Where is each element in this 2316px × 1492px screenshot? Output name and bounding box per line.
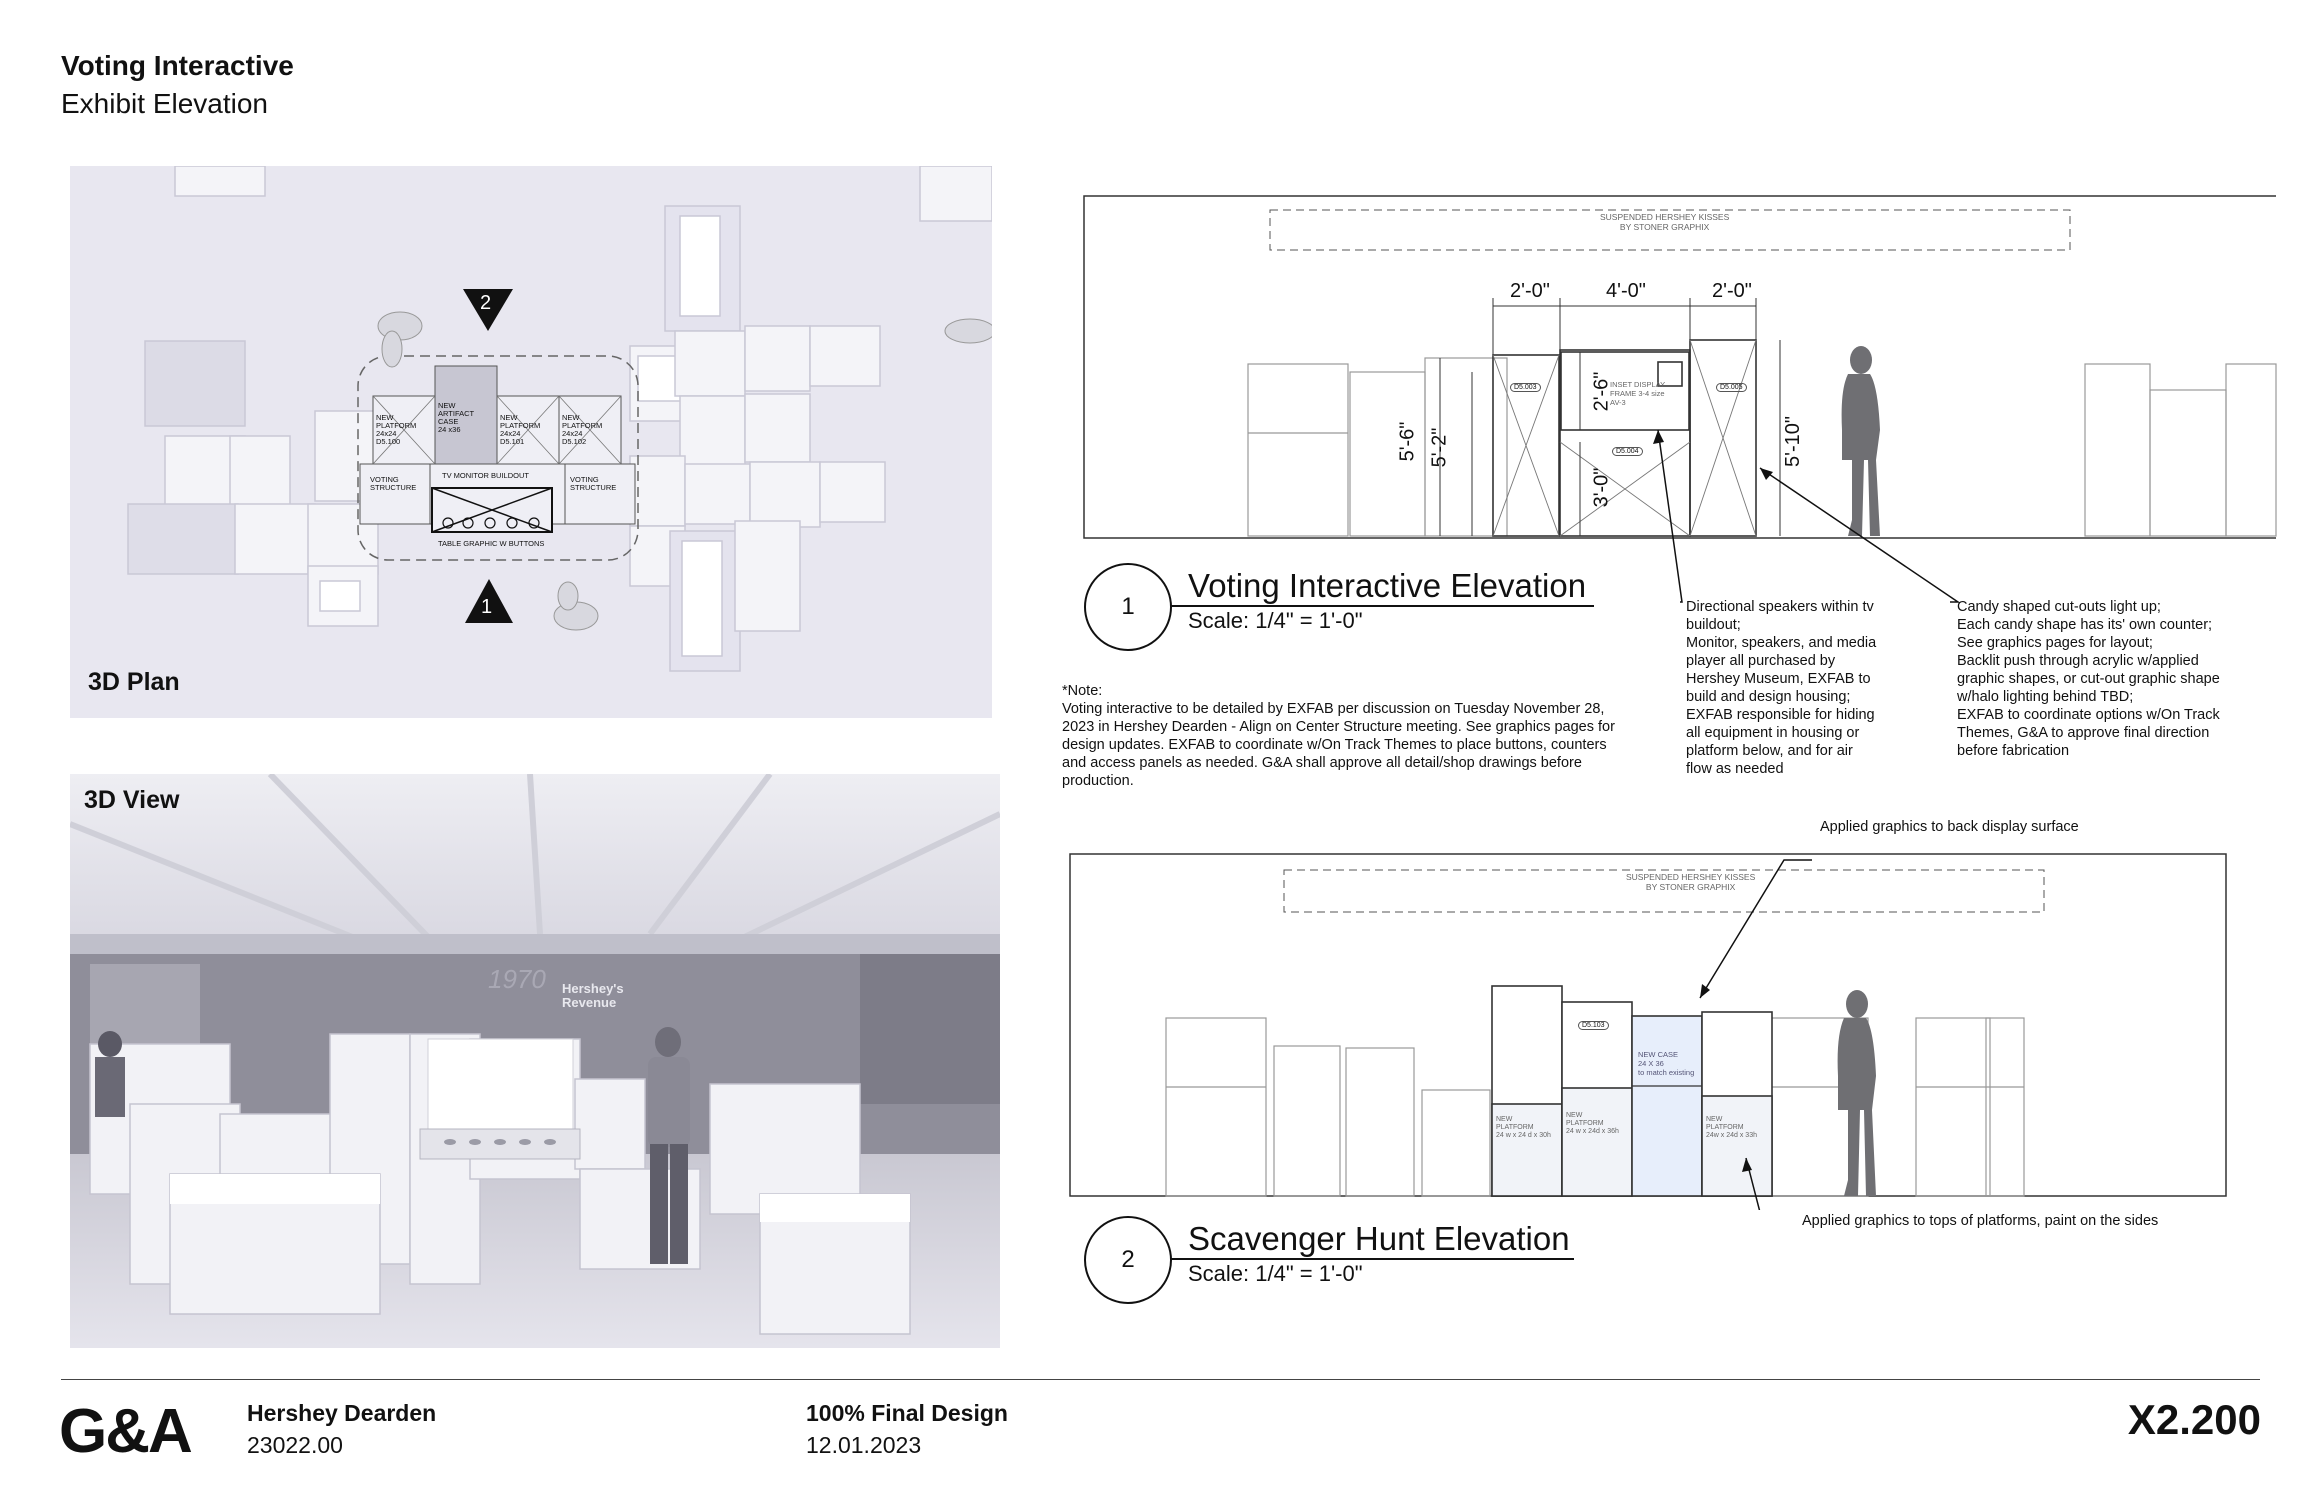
sheet-title: Voting Interactive <box>61 50 294 81</box>
elev2-number-circle: 2 <box>1084 1216 1172 1304</box>
plan-label-artifact-case: NEW ARTIFACT CASE 24 x36 <box>438 401 475 434</box>
plan-label-voting-right: VOTING STRUCTURE <box>570 475 617 492</box>
plan-label-table: TABLE GRAPHIC W BUTTONS <box>438 539 545 548</box>
general-note: *Note: Voting interactive to be detailed by EXFAB per discussion on Tuesday November 28, 2023 in Hershey Dearden - Align on Center Structure meeting. See graphics pages for design updates. EXFAB to coordinate w/On Track Themes to place buttons, counters and access panels as needed. G&A shall approve all detail/shop drawings before production. <box>1062 683 1615 789</box>
sheet-subtitle: Exhibit Elevation <box>61 88 269 119</box>
plan-marker-1: 1 <box>481 596 493 618</box>
elev2-title-rule <box>1170 1258 1574 1260</box>
elev1-dim-top-right: 2'-0" <box>1712 280 1752 302</box>
view-render <box>70 774 1000 1348</box>
plan-label-tv: TV MONITOR BUILDOUT <box>442 471 529 480</box>
plan-label-voting-left: VOTING STRUCTURE <box>370 475 417 492</box>
elev1-tag-3: D5.005 <box>1716 383 1747 392</box>
plan-panel-label: 3D Plan <box>88 668 180 696</box>
plan-label-platform-100: NEW PLATFORM 24x24 D5.100 <box>376 413 417 446</box>
view-drawing <box>70 774 1000 1348</box>
plan-render <box>70 166 992 718</box>
elev1-title-rule <box>1170 605 1594 607</box>
elev2-callout-bottom: Applied graphics to tops of platforms, paint on the sides <box>1802 1213 2159 1229</box>
elev1-dim-top-center: 4'-0" <box>1606 280 1646 302</box>
view-year-text: 1970 <box>488 964 546 994</box>
elev1-suspended-note: SUSPENDED HERSHEY KISSES BY STONER GRAPHIX <box>1600 212 1730 232</box>
project-name: Hershey Dearden <box>247 1400 437 1426</box>
elev1-note-candy: Candy shaped cut-outs light up; Each candy shape has its' own counter; See graphics pages for layout; Backlit push through acrylic w/applied graphic shapes, or cut-out graphic shape w/halo lighting behind TBD; EXFAB to coordinate options w/On Track Themes, G&A to approve final direction before fabrication <box>1957 599 2220 759</box>
elev1-tag-1: D5.003 <box>1510 383 1541 392</box>
elev2-case-label: NEW CASE 24 X 36 to match existing <box>1638 1050 1695 1077</box>
elev2-title: Scavenger Hunt Elevation <box>1188 1220 1570 1257</box>
elevation-1-leaders <box>1580 420 1980 620</box>
elevation-2-drawing <box>1066 850 2246 1210</box>
design-phase: 100% Final Design <box>806 1400 1008 1426</box>
footer-rule <box>61 1379 2260 1380</box>
elev1-number-circle: 1 <box>1084 563 1172 651</box>
elev2-tag: D5.103 <box>1578 1021 1609 1030</box>
elev2-platform-2: NEW PLATFORM 24 w x 24d x 36h <box>1566 1112 1619 1135</box>
elev1-scale: Scale: 1/4" = 1'-0" <box>1188 608 1363 633</box>
elev1-inset-label: INSET DISPLAY FRAME 3-4 size AV-3 <box>1610 380 1666 407</box>
sheet-number: X2.200 <box>2127 1396 2261 1443</box>
elev2-callout-top: Applied graphics to back display surface <box>1820 819 2079 835</box>
elev1-tag-2: D5.004 <box>1612 447 1643 456</box>
view-panel-label: 3D View <box>84 786 180 814</box>
elev1-dim-top-left: 2'-0" <box>1510 280 1550 302</box>
elev2-platform-3: NEW PLATFORM 24w x 24d x 33h <box>1706 1116 1757 1139</box>
elev1-dim-lower: 3'-0" <box>1590 467 1613 508</box>
elev2-scale: Scale: 1/4" = 1'-0" <box>1188 1261 1363 1286</box>
company-logo: G&A <box>59 1397 191 1466</box>
elev1-dim-left-outer: 5'-6" <box>1396 421 1419 462</box>
plan-marker-2: 2 <box>480 292 492 314</box>
view-sign-text: Hershey's Revenue <box>562 981 624 1010</box>
elev2-platform-1: NEW PLATFORM 24 w x 24 d x 30h <box>1496 1116 1551 1139</box>
elev1-dim-left-inner: 5'-2" <box>1428 427 1451 468</box>
elev1-title: Voting Interactive Elevation <box>1188 567 1587 604</box>
elev1-dim-inset: 2'-6" <box>1590 371 1613 412</box>
elev2-suspended-note: SUSPENDED HERSHEY KISSES BY STONER GRAPHIX <box>1626 872 1756 892</box>
issue-date: 12.01.2023 <box>806 1432 922 1458</box>
plan-label-platform-101: NEW PLATFORM 24x24 D5.101 <box>500 413 541 446</box>
project-number: 23022.00 <box>247 1432 343 1458</box>
elev1-note-speakers: Directional speakers within tv buildout; Monitor, speakers, and media player all purchased by Hershey Museum, EXFAB to build and design housing; EXFAB responsible for hiding all equipment in housing or platform below, and for air flow as needed <box>1686 599 1877 777</box>
plan-label-platform-102: NEW PLATFORM 24x24 D5.102 <box>562 413 603 446</box>
elev1-dim-right: 5'-10" <box>1781 416 1804 467</box>
